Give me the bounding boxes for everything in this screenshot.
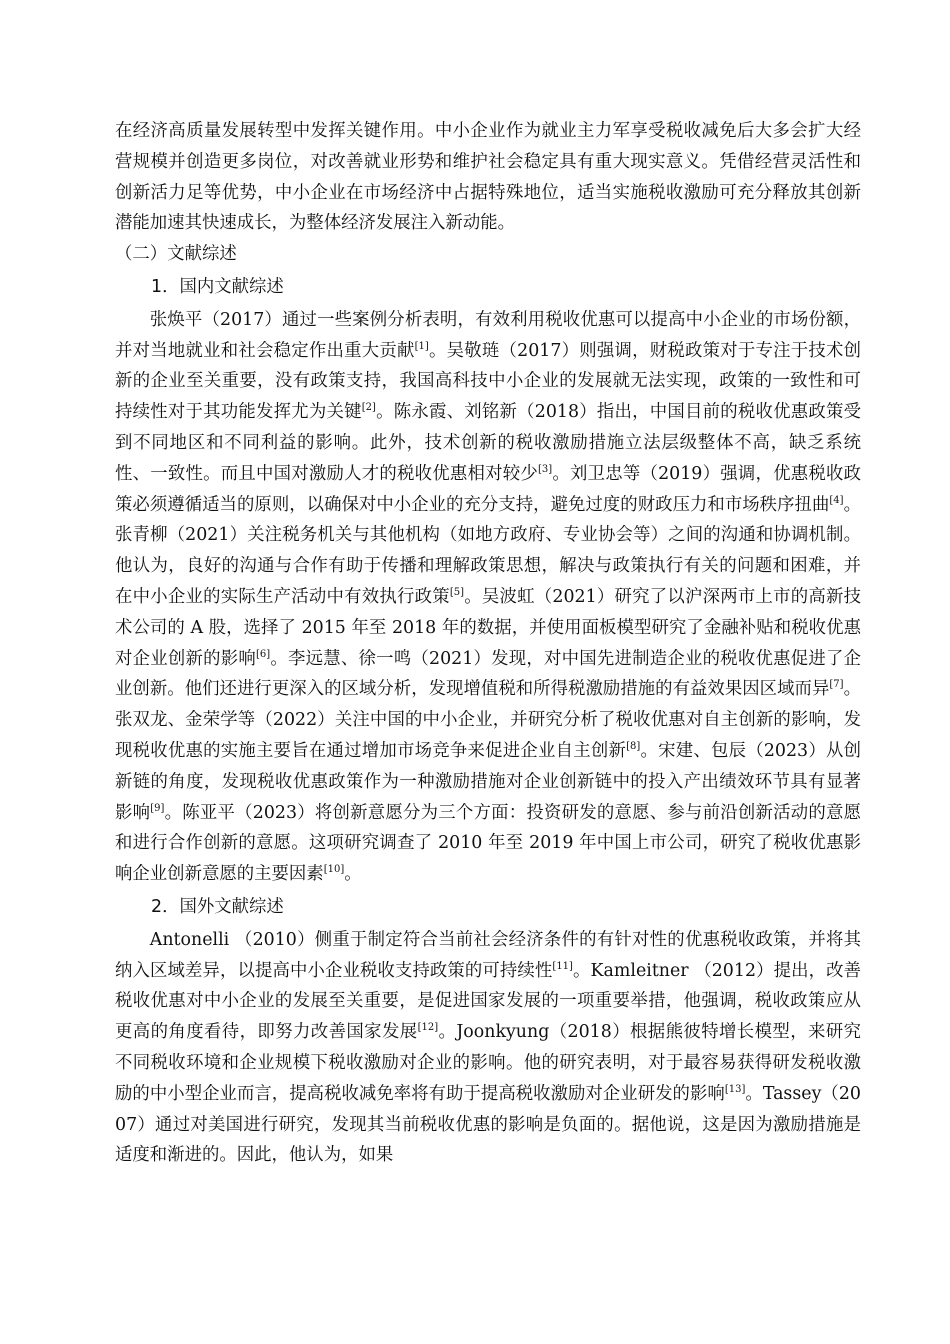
section-heading: （二）文献综述 (115, 244, 237, 265)
domestic-literature-paragraph (115, 305, 861, 890)
citation: [12] (417, 1022, 439, 1034)
domestic-text: 。张青柳（2021）关注税务机关与其他机构（如地方政府、专业协会等）之间的沟通和协调机制。他认为，良好的沟通与合作有助于传播和理解政策思想，解决与政策执行有关的问题和困难，并在中小企业的实际生产活动中有效执行政策 (115, 494, 861, 607)
citation: [1] (414, 340, 429, 352)
domestic-text: 。张双龙、金荣学等（2022）关注中国的中小企业，并研究分析了税收优惠对自主创新的影响，发现税收优惠的实施主要旨在通过增加市场竞争来促进企业自主创新 (115, 679, 861, 761)
citation: [2] (361, 402, 376, 414)
foreign-literature-paragraph (115, 925, 861, 1171)
subsection-domestic-heading: 1．国内文献综述 (151, 276, 284, 297)
foreign-text: Antonelli （2010）侧重于制定符合当前社会经济条件的有针对性的优惠税收政策，并将其纳入区域差异，以提高中小企业税收支持政策的可持续性 (115, 929, 861, 981)
citation: [9] (150, 802, 165, 814)
domestic-text: 。刘卫忠等（2019）强调，优惠税收政策必须遵循适当的原则，以确保对中小企业的充分支持，避免过度的财政压力和市场秩序扭曲 (115, 463, 861, 515)
citation: [5] (449, 586, 465, 598)
foreign-text: 。Tassey（2007）通过对美国进行研究，发现其当前税收优惠的影响是负面的。据他说，这是因为激励措施是适度和渐进的。因此，他认为，如果 (115, 1083, 861, 1166)
foreign-text: 。Kamleitner （2012）提出，改善税收优惠对中小企业的发展至关重要，是促进国家发展的一项重要举措，他强调，税收政策应从更高的角度看待，即努力改善国家发展 (115, 960, 861, 1043)
foreign-text: 。Joonkyung（2018）根据熊彼特增长模型，来研究不同税收环境和企业规模下税收激励对企业的影响。他的研究表明，对于最容易获得研发税收激励的中小型企业而言，提高税收减免率将有助于提高税收激励对企业研发的影响 (115, 1022, 861, 1104)
citation: [13] (724, 1083, 746, 1095)
document-page (115, 116, 861, 1171)
domestic-text: 。宋建、包辰（2023）从创新链的角度，发现税收优惠政策作为一种激励措施对企业创新链中的投入产出绩效环节具有显著影响 (115, 740, 861, 823)
domestic-text: 。 (344, 864, 362, 885)
citation: [10] (323, 864, 345, 876)
citation: [6] (256, 648, 271, 660)
intro-paragraph: 在经济高质量发展转型中发挥关键作用。中小企业作为就业主力军享受税收减免后大多会扩大经营规模并创造更多岗位，对改善就业形势和维护社会稳定具有重大现实意义。凭借经营灵活性和创新活力足等优势，中小企业在市场经济中占据特殊地位，适当实施税收激励可充分释放其创新潜能加速其快速成长，为整体经济发展注入新动能。 (115, 121, 861, 234)
citation: [4] (829, 494, 844, 506)
domestic-text: 。陈永霞、刘铭新（2018）指出，中国目前的税收优惠政策受到不同地区和不同利益的影响。此外，技术创新的税收激励措施立法层级整体不高，缺乏系统性、一致性。而且中国对激励人才的税收优惠相对较少 (115, 402, 861, 484)
subsection-foreign-heading: 2．国外文献综述 (151, 896, 284, 917)
domestic-text: 。李远慧、徐一鸣（2021）发现，对中国先进制造企业的税收优惠促进了企业创新。他们还进行更深入的区域分析，发现增值税和所得税激励措施的有益效果因区域而异 (115, 648, 861, 700)
citation: [11] (552, 960, 573, 972)
domestic-text: 张焕平（2017）通过一些案例分析表明，有效利用税收优惠可以提高中小企业的市场份额，并对当地就业和社会稳定作出重大贡献 (115, 309, 861, 361)
citation: [7] (829, 679, 844, 691)
domestic-text: 。吴波虹（2021）研究了以沪深两市上市的高新技术公司的 A 股，选择了 2015 年至 2018 年的数据，并使用面板模型研究了金融补贴和税收优惠对企业创新的影响 (115, 586, 861, 669)
citation: [3] (537, 463, 553, 475)
citation: [8] (626, 740, 641, 752)
domestic-text: 。吴敬琏（2017）则强调，财税政策对于专注于技术创新的企业至关重要，没有政策支持，我国高科技中小企业的发展就无法实现，政策的一致性和可持续性对于其功能发挥尤为关键 (115, 340, 861, 423)
domestic-text: 。陈亚平（2023）将创新意愿分为三个方面：投资研发的意愿、参与前沿创新活动的意愿和进行合作创新的意愿。这项研究调查了 2010 年至 2019 年中国上市公司，研究了税收优惠影响企业创新意愿的主要因素 (115, 802, 861, 885)
